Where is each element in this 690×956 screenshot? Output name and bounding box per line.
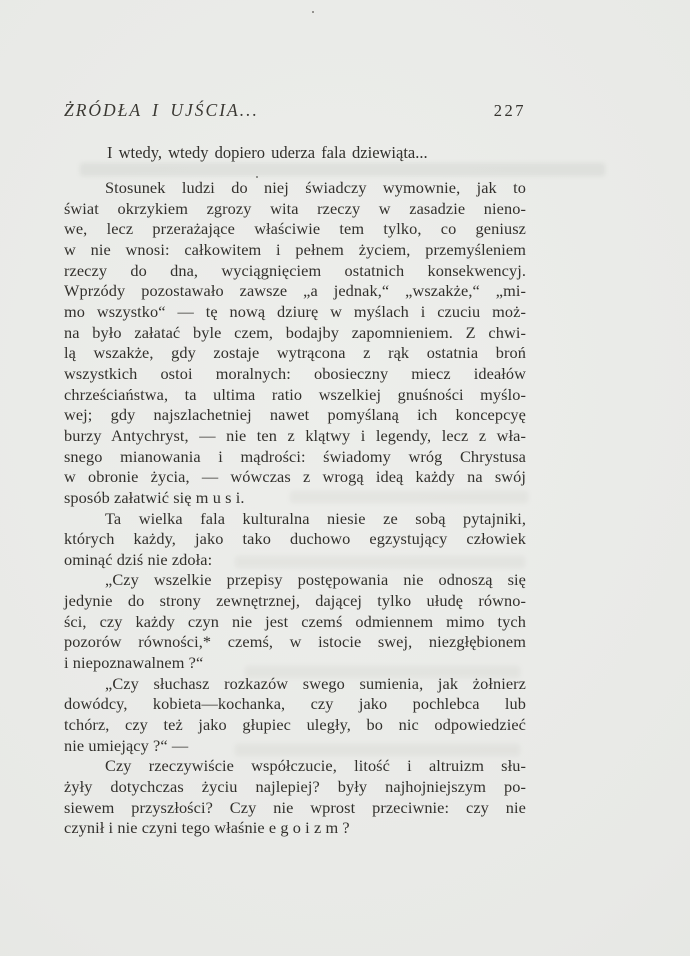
paragraph xyxy=(64,178,526,509)
text-line: tchórz, czy też jako głupiec uległy, bo nic odpowiedzieć xyxy=(64,715,526,735)
text-line: burzy Antychryst, — nie ten z klątwy i legendy, lecz z wła- xyxy=(64,425,526,445)
text-line: żyły dotychczas życiu najlepiej? były najhojniejszym po- xyxy=(64,777,526,797)
text-line: „Czy słuchasz rozkazów swego sumienia, jak żołnierz xyxy=(105,673,526,693)
text-line: Wprzódy pozostawało zawsze „a jednak,“ „wszakże,“ „mi- xyxy=(64,281,526,301)
text-line: i niepoznawalnem ?“ xyxy=(64,653,204,673)
text-line: czynił i nie czyni tego właśnie e g o i z m ? xyxy=(64,818,350,838)
running-header xyxy=(64,100,526,121)
text-line: Czy rzeczywiście współczucie, litość i altruizm słu- xyxy=(105,756,526,776)
text-line: których każdy, jako tako duchowo egzystujący człowiek xyxy=(64,529,526,549)
ink-speck xyxy=(312,11,314,13)
paragraph xyxy=(64,570,526,673)
text-line: ominąć dziś nie zdoła: xyxy=(64,549,213,569)
text-line: wszystkich ostoi moralnych: obosieczny miecz ideałów xyxy=(64,363,526,383)
paragraph xyxy=(64,756,526,839)
page-number: 227 xyxy=(493,101,526,120)
text-line: dowódcy, kobieta—kochanka, czy jako pochlebca lub xyxy=(64,694,526,714)
chapter-title: ŻRÓDŁA I UJŚCIA... xyxy=(64,100,259,120)
text-line: jedynie do strony zewnętrznej, dającej tylko ułudę równo- xyxy=(64,591,526,611)
text-line: świat okrzykiem zgrozy wita rzeczy w zasadzie nieno- xyxy=(64,198,526,218)
text-line: Stosunek ludzi do niej świadczy wymownie, jak to xyxy=(105,178,526,197)
text-line: siewem przyszłości? Czy nie wprost przeciwnie: czy nie xyxy=(64,797,526,817)
text-line: pozorów równości,* czemś, w istocie swej, niezgłębionem xyxy=(64,632,526,652)
text-line: w obronie życia, — wówczas z wrogą ideą każdy na swój xyxy=(64,467,526,487)
text-line: sposób załatwić się m u s i. xyxy=(64,487,245,507)
ink-speck xyxy=(256,176,258,178)
text-line: wej; gdy najszlachetniej nawet pomyślaną ich koncepcyę xyxy=(64,405,526,425)
paragraph xyxy=(64,509,526,571)
text-line: chrześciaństwa, ta ultima ratio wszelkiej gnuśności myślo- xyxy=(64,384,526,404)
text-line: lą wszakże, gdy zostaje wytrącona z rąk ostatnia broń xyxy=(64,343,526,363)
opening-line: I wtedy, wtedy dopiero uderza fala dziewiąta... xyxy=(107,143,428,162)
text-line: „Czy wszelkie przepisy postępowania nie odnoszą się xyxy=(105,570,526,590)
paragraph xyxy=(64,674,526,757)
text-line: nie umiejący ?“ — xyxy=(64,735,189,755)
bleed-through-smudge xyxy=(80,163,605,176)
body-text xyxy=(64,178,526,839)
text-line: we, lecz przerażające właściwie tem tylko, co geniusz xyxy=(64,219,526,239)
text-line: ści, czy każdy czyn nie jest czemś odmiennem mimo tych xyxy=(64,611,526,631)
text-line: na było załatać byle czem, bodajby zapomnieniem. Z chwi- xyxy=(64,322,526,342)
text-line: Ta wielka fala kulturalna niesie ze sobą pytajniki, xyxy=(105,508,526,528)
text-line: snego mianowania i mądrości: świadomy wróg Chrystusa xyxy=(64,446,526,466)
text-line: rzeczy do dna, wyciągnięciem ostatnich konsekwencyj. xyxy=(64,260,526,280)
text-line: w nie wnosi: całkowitem i pełnem życiem, przemyśleniem xyxy=(64,239,526,259)
text-line: mo wszystko“ — tę nową dziurę w myślach i czuciu moż- xyxy=(64,301,526,321)
